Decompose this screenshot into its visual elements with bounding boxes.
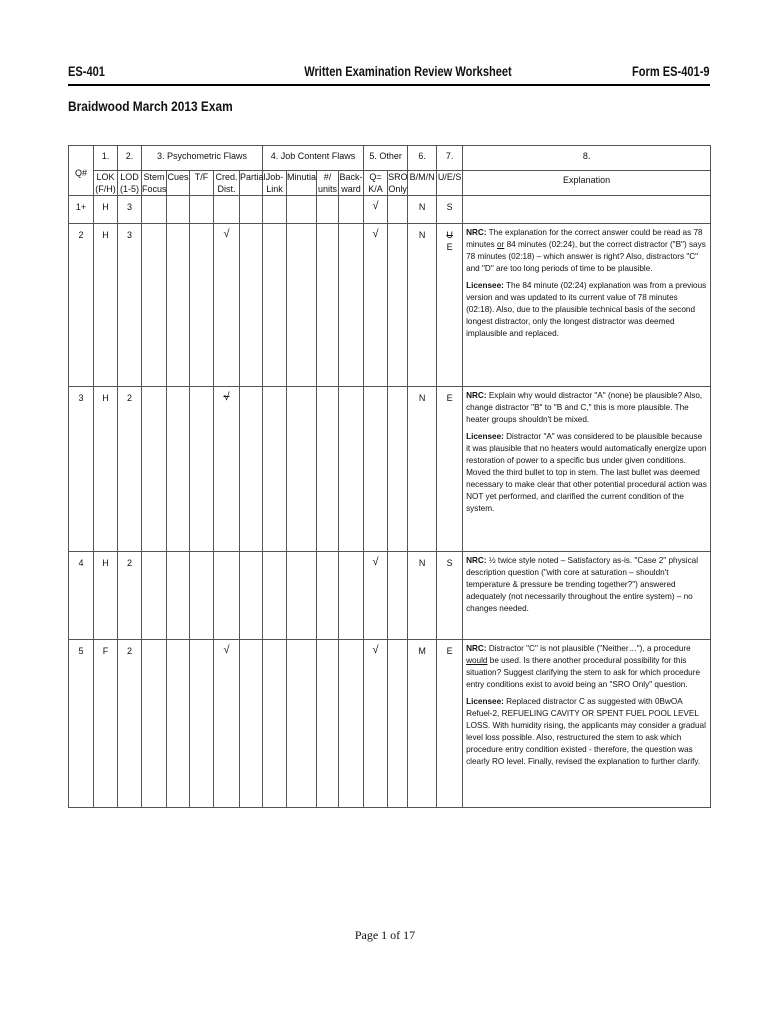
sro-label: SRO	[388, 172, 408, 182]
nrc-label: NRC:	[466, 556, 487, 565]
lod-value: 2	[126, 646, 132, 656]
nrc-label: NRC:	[466, 644, 487, 653]
nrc-comment	[466, 390, 707, 426]
explanation-cell	[463, 640, 711, 808]
ues-value: E	[446, 242, 453, 252]
lok-value: H	[102, 230, 109, 240]
col-lod	[118, 171, 142, 196]
nrc-comment	[466, 555, 707, 615]
col-ues	[437, 171, 463, 196]
nrc-comment	[466, 643, 707, 691]
header-row-2	[69, 171, 711, 196]
ues-value: E	[446, 646, 453, 656]
licensee-comment	[466, 431, 707, 515]
col-lod-num	[118, 146, 142, 171]
col-lod-range: (1-5)	[119, 184, 139, 194]
licensee-label: Licensee:	[466, 697, 504, 706]
lod-value: 3	[126, 202, 132, 212]
nrc-text-a: The explanation for the correct answer could be read as 78 minutes	[466, 228, 703, 249]
page-header	[68, 62, 710, 86]
col-q-label: Q#	[74, 167, 87, 178]
col-lok-num	[94, 146, 118, 171]
lok-value: H	[102, 558, 109, 568]
stem-label: Stem	[143, 172, 165, 182]
col-job-link	[263, 171, 287, 196]
tf-label: T/F	[194, 172, 209, 182]
focus-label: Focus	[142, 184, 167, 194]
col-lod-num-label: 2.	[125, 151, 134, 161]
bmn-value: N	[418, 558, 426, 568]
table-row	[69, 387, 711, 552]
nrc-comment	[466, 227, 707, 275]
explanation-cell	[463, 224, 711, 387]
col-backward	[339, 171, 364, 196]
cred-dist-struck-check: √	[223, 391, 230, 403]
cues-label: Cues	[167, 172, 189, 182]
ues-label: U/E/S	[437, 172, 462, 182]
back-label: Back-	[339, 172, 363, 182]
licensee-text: Distractor "A" was considered to be plausible because it was plausible that no heaters would automatically energize upon restoration of power to a specific bus under given conditions. Moved the third bullet to top in stem. The last bullet was deemed necessary to make clear that other potential procedural action was NOT yet performed, and clarified the current condition of the system.	[466, 432, 707, 513]
col-psych-label: 3. Psychometric Flaws	[156, 151, 248, 161]
col-qka	[364, 171, 388, 196]
q-eq-label: Q=	[369, 172, 382, 182]
col-sro-only	[388, 171, 408, 196]
exam-title: Braidwood March 2013 Exam	[68, 98, 233, 114]
cred-dist-check: √	[223, 644, 230, 656]
bmn-value: M	[418, 646, 426, 656]
col-job	[263, 146, 364, 171]
licensee-label: Licensee:	[466, 432, 504, 441]
nrc-text: ½ twice style noted – Satisfactory as-is. "Case 2" physical description question ("with core at saturation – shouldn't temperature & pressure be trending together?") answered adequately (not necessarily throughout the entire system) – no changes needed.	[466, 556, 699, 613]
col-q	[69, 146, 94, 196]
licensee-comment	[466, 696, 707, 768]
units-num-label: #/	[323, 172, 332, 182]
nrc-label: NRC:	[466, 228, 487, 237]
lok-value: H	[102, 202, 109, 212]
ka-label: K/A	[368, 184, 383, 194]
page-number: Page 1 of 17	[354, 928, 416, 942]
col-lok-label: LOK	[96, 172, 115, 182]
nrc-text-would: would	[466, 656, 488, 665]
col-bmn	[408, 171, 437, 196]
col-other	[364, 146, 408, 171]
minutia-label: Minutia	[287, 172, 317, 182]
form-number: Form ES-401-9	[632, 64, 710, 79]
ues-struck-value: U	[446, 230, 453, 240]
ues-value: S	[446, 558, 453, 568]
col-explanation	[463, 171, 711, 196]
qka-check: √	[372, 228, 379, 240]
explanation-cell	[463, 387, 711, 552]
nrc-text-or: or	[497, 240, 505, 249]
partial-label: Partial	[240, 172, 266, 182]
licensee-text: The 84 minute (02:24) explanation was from a previous version and was updated to its current value of 78 minutes (02:18). Also, due to the plausible technical basis of the second longest distractor, only the longest distractor was deemed implausible and replaced.	[466, 281, 707, 338]
qka-check: √	[372, 556, 379, 568]
form-code: ES-401	[68, 64, 105, 79]
q-number: 5	[78, 646, 84, 656]
col-cred-dist	[214, 171, 240, 196]
job-label: Job-	[265, 172, 284, 182]
lok-value: F	[102, 646, 109, 656]
table-row	[69, 552, 711, 640]
units-label: units	[318, 184, 338, 194]
col-lok	[94, 171, 118, 196]
col-partial	[240, 171, 266, 196]
col-minutia	[287, 171, 317, 196]
review-table	[68, 145, 711, 808]
q-number: 4	[78, 558, 84, 568]
col-units	[317, 171, 339, 196]
ues-value: S	[446, 202, 453, 212]
bmn-value: N	[418, 230, 426, 240]
col-stem-focus	[142, 171, 167, 196]
q-number: 3	[78, 393, 84, 403]
cred-dist-check: √	[223, 228, 230, 240]
cred-label: Cred.	[215, 172, 238, 182]
worksheet-title: Written Examination Review Worksheet	[304, 64, 512, 79]
ues-value: E	[446, 393, 453, 403]
nrc-text-b: be used. Is there another procedural possibility for this situation? Suggest clarifying the stem to ask for which procedure entry conditions exist to avoid being an "SRO Only" question.	[466, 656, 700, 689]
table-row	[69, 224, 711, 387]
q-number: 2	[78, 230, 84, 240]
col-8	[463, 146, 711, 171]
nrc-text: Explain why would distractor "A" (none) be plausible? Also, change distractor "B" to "B and C," this is more plausible. The heater groups shouldn't be mixed.	[466, 391, 703, 424]
col-job-label: 4. Job Content Flaws	[270, 151, 356, 161]
col-lok-num-label: 1.	[101, 151, 110, 161]
nrc-text-a: Distractor "C" is not plausible ("Neither…"), a procedure	[486, 644, 691, 653]
nrc-label: NRC:	[466, 391, 487, 400]
dist-label: Dist.	[217, 184, 236, 194]
licensee-comment	[466, 280, 707, 340]
explanation-label: Explanation	[563, 175, 611, 185]
link-label: Link	[266, 184, 283, 194]
col-lok-fh: (F/H)	[95, 184, 116, 194]
lod-value: 2	[126, 393, 132, 403]
q-number: 1+	[75, 202, 87, 212]
lod-value: 3	[126, 230, 132, 240]
col-8-label: 8.	[582, 151, 591, 161]
col-7	[437, 146, 463, 171]
col-7-label: 7.	[445, 151, 454, 161]
table-row	[69, 640, 711, 808]
ues-values	[437, 224, 462, 253]
col-6	[408, 146, 437, 171]
ward-label: ward	[341, 184, 361, 194]
col-tf	[190, 171, 214, 196]
col-cues	[167, 171, 190, 196]
col-6-label: 6.	[418, 151, 426, 161]
bmn-label: B/M/N	[409, 172, 435, 182]
bmn-value: N	[418, 202, 426, 212]
nrc-text-b: 84 minutes (02:24), but the correct distractor ("B") says 78 minutes (02:18) – which answer is right? Also, distractors "C" and "D" are too long periods of time to be plausible.	[466, 240, 706, 273]
qka-check: √	[372, 644, 379, 656]
table-row	[69, 196, 711, 224]
header-row-1	[69, 146, 711, 171]
explanation-cell	[463, 552, 711, 640]
qka-check: √	[372, 200, 379, 212]
col-other-label: 5. Other	[369, 151, 402, 161]
bmn-value: N	[418, 393, 426, 403]
licensee-label: Licensee:	[466, 281, 504, 290]
col-lod-label: LOD	[120, 172, 139, 182]
only-label: Only	[388, 184, 407, 194]
lok-value: H	[102, 393, 109, 403]
col-psych	[142, 146, 263, 171]
licensee-text: Replaced distractor C as suggested with 0BwOA Refuel-2, REFUELING CAVITY OR SPENT FUEL POOL LEVEL LOSS. With humidity rising, the applicants may consider a gradual level loss possible. Also, restructured the stem to ask which procedure entry condition existed - therefore, the question was clearly RO level. Finally, revised the explanation to further clarify.	[466, 697, 706, 766]
lod-value: 2	[126, 558, 132, 568]
